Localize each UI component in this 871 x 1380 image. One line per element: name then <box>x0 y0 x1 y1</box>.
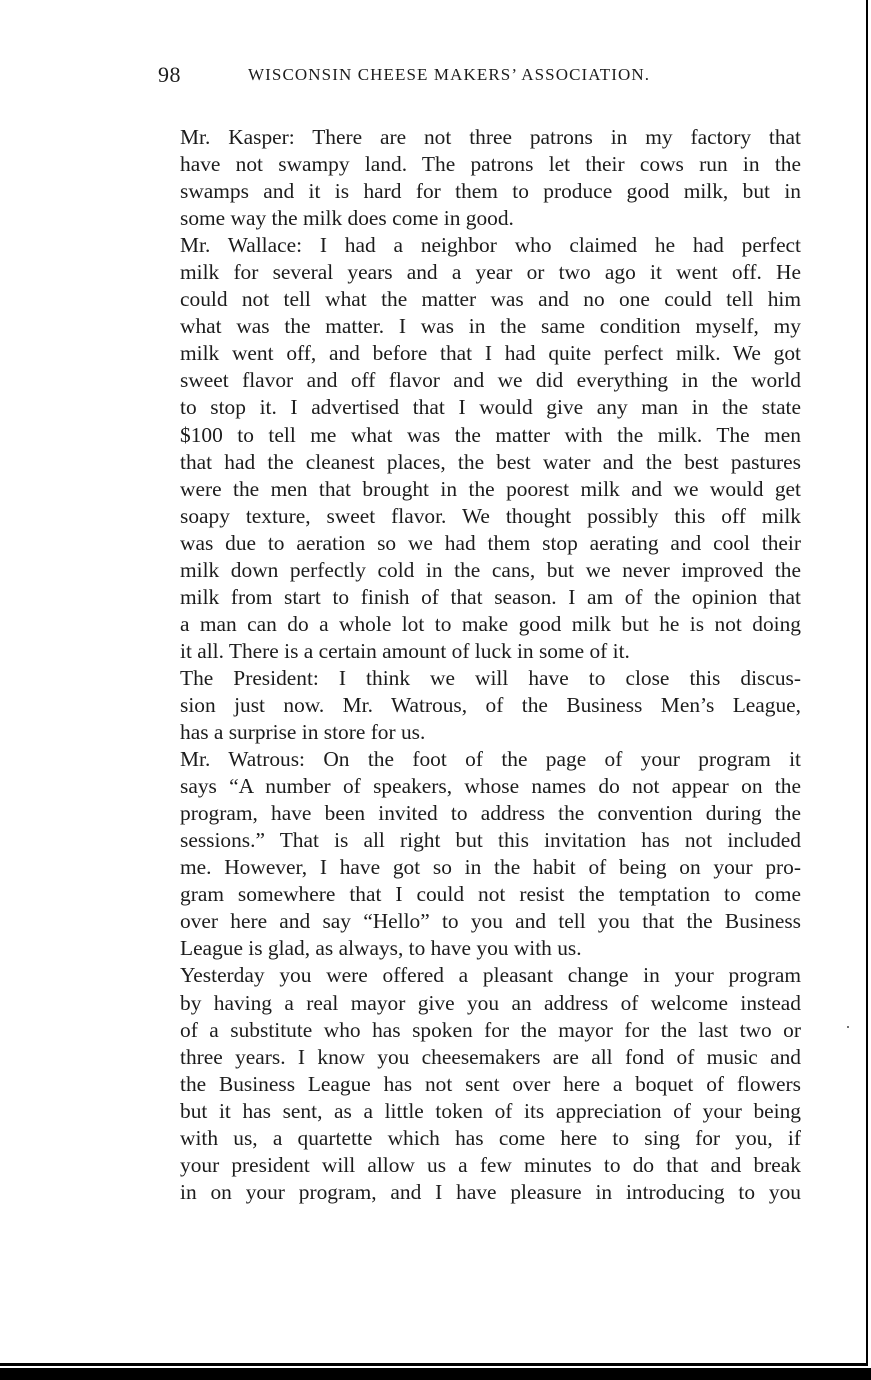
text-line: with us, a quartette which has come here to sing for you, if <box>180 1125 801 1150</box>
paragraph-wallace <box>158 232 801 665</box>
paragraph-watrous <box>158 746 801 962</box>
text-line: has a surprise in store for us. <box>180 720 426 745</box>
text-line: milk went off, and before that I had quite perfect milk. We got <box>180 341 801 366</box>
text-line: some way the milk does come in good. <box>180 206 514 231</box>
page-bottom-band <box>0 1368 871 1380</box>
text-line: your president will allow us a few minutes to do that and break <box>180 1152 801 1177</box>
text-line: have not swampy land. The patrons let their cows run in the <box>180 152 801 177</box>
text-line: to stop it. I advertised that I would give any man in the state <box>180 395 801 420</box>
text-line: swamps and it is hard for them to produce good milk, but in <box>180 179 801 204</box>
text-line: milk for several years and a year or two ago it went off. He <box>180 260 801 285</box>
text-line: the Business League has not sent over here a boquet of flowers <box>180 1071 801 1096</box>
text-line: over here and say “Hello” to you and tell you that the Business <box>180 909 801 934</box>
text-line: says “A number of speakers, whose names do not appear on the <box>180 774 801 799</box>
page-header <box>158 62 728 96</box>
text-line: what was the matter. I was in the same condition myself, my <box>180 314 801 339</box>
text-line: Mr. Watrous: On the foot of the page of your program it <box>180 747 801 772</box>
text-line: League is glad, as always, to have you with us. <box>180 936 582 961</box>
text-line: soapy texture, sweet flavor. We thought possibly this off milk <box>180 503 801 528</box>
body-text <box>158 124 801 1206</box>
text-line: $100 to tell me what was the matter with the milk. The men <box>180 422 801 447</box>
text-line: was due to aeration so we had them stop aerating and cool their <box>180 530 801 555</box>
text-line: in on your program, and I have pleasure in introducing to you <box>180 1179 801 1204</box>
page-number: 98 <box>158 62 181 87</box>
text-line: sweet flavor and off flavor and we did everything in the world <box>180 368 801 393</box>
text-line: milk from start to finish of that season. I am of the opinion that <box>180 584 801 609</box>
scan-speck <box>847 1026 849 1028</box>
text-line: a man can do a whole lot to make good milk but he is not doing <box>180 611 801 636</box>
text-line: program, have been invited to address the convention during the <box>180 801 801 826</box>
paragraph-kasper <box>158 124 801 232</box>
text-line: The President: I think we will have to close this discus- <box>180 665 801 690</box>
text-line: but it has sent, as a little token of its appreciation of your being <box>180 1098 801 1123</box>
text-line: by having a real mayor give you an address of welcome instead <box>180 990 801 1015</box>
text-line: of a substitute who has spoken for the mayor for the last two or <box>180 1017 801 1042</box>
text-line: gram somewhere that I could not resist the temptation to come <box>180 882 801 907</box>
paragraph-president <box>158 665 801 746</box>
text-line: could not tell what the matter was and no one could tell him <box>180 287 801 312</box>
text-line: milk down perfectly cold in the cans, but we never improved the <box>180 557 801 582</box>
running-head: WISCONSIN CHEESE MAKERS’ ASSOCIATION. <box>248 65 651 84</box>
text-line: three years. I know you cheesemakers are all fond of music and <box>180 1044 801 1069</box>
text-line: sessions.” That is all right but this invitation has not included <box>180 828 801 853</box>
text-line: that had the cleanest places, the best water and the best pastures <box>180 449 801 474</box>
text-line: Yesterday you were offered a pleasant change in your program <box>180 963 801 988</box>
text-line: Mr. Kasper: There are not three patrons in my factory that <box>180 125 801 149</box>
text-line: sion just now. Mr. Watrous, of the Business Men’s League, <box>180 692 801 717</box>
text-line: were the men that brought in the poorest milk and we would get <box>180 476 801 501</box>
text-line: it all. There is a certain amount of luck in some of it. <box>180 638 630 663</box>
paragraph-yesterday <box>158 962 801 1205</box>
text-line: Mr. Wallace: I had a neighbor who claimed he had perfect <box>180 233 801 258</box>
text-line: me. However, I have got so in the habit of being on your pro- <box>180 855 801 880</box>
